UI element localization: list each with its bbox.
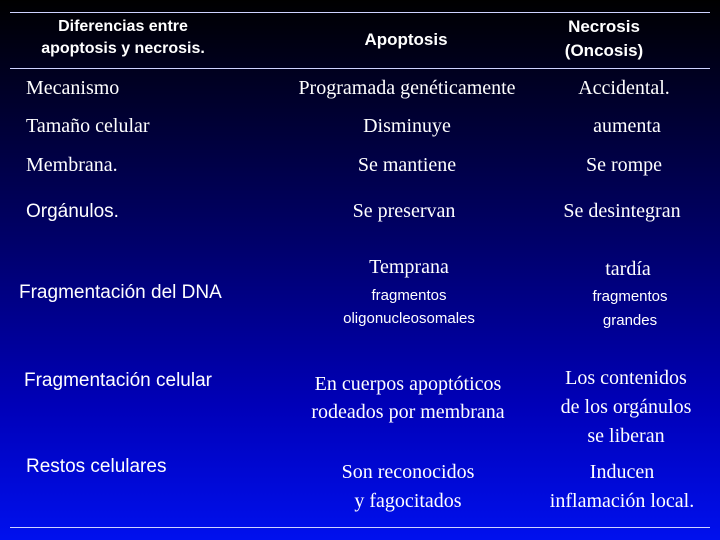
header-necrosis <box>565 15 643 63</box>
header-title-line1: Diferencias entre <box>58 18 188 35</box>
row-label-fragmentacion-dna: Fragmentación del DNA <box>19 282 222 303</box>
header-title-line2: apoptosis y necrosis. <box>41 40 205 57</box>
header-necrosis-line2: (Oncosis) <box>564 41 644 60</box>
row-label-organulos: Orgánulos. <box>26 201 119 222</box>
apoptosis-restos-line2: y fagocitados <box>354 490 462 512</box>
apoptosis-dna-main: Temprana <box>369 256 449 278</box>
row-label-fragmentacion-celular: Fragmentación celular <box>24 370 212 391</box>
apoptosis-dna-detail-line1: fragmentos <box>371 287 447 304</box>
header-necrosis-line1: Necrosis <box>568 17 640 36</box>
necrosis-fragmentacion-line2: de los orgánulos <box>560 396 692 418</box>
row-label-membrana: Membrana. <box>26 154 118 176</box>
necrosis-fragmentacion-celular <box>561 364 692 451</box>
necrosis-tamano-celular: aumenta <box>593 115 661 137</box>
necrosis-mecanismo: Accidental. <box>578 77 670 99</box>
necrosis-dna-detail <box>592 285 667 333</box>
header-rule <box>10 68 710 69</box>
apoptosis-restos-line1: Son reconocidos <box>341 461 475 483</box>
apoptosis-mecanismo: Programada genéticamente <box>298 77 516 99</box>
necrosis-fragmentacion-line1: Los contenidos <box>565 367 687 389</box>
apoptosis-organulos: Se preservan <box>352 200 456 222</box>
apoptosis-fragmentacion-line2: rodeados por membrana <box>311 401 505 423</box>
row-label-mecanismo: Mecanismo <box>26 77 120 99</box>
apoptosis-tamano-celular: Disminuye <box>363 115 451 137</box>
apoptosis-restos <box>342 458 475 516</box>
bottom-rule <box>10 527 710 528</box>
apoptosis-dna-detail-line2: oligonucleosomales <box>343 310 475 327</box>
necrosis-dna-detail-line1: fragmentos <box>592 288 668 305</box>
apoptosis-membrana: Se mantiene <box>357 154 457 176</box>
necrosis-fragmentacion-line3: se liberan <box>587 425 665 447</box>
row-label-tamano-celular: Tamaño celular <box>26 115 150 137</box>
necrosis-dna-detail-line2: grandes <box>602 312 658 329</box>
header-apoptosis: Apoptosis <box>364 30 448 49</box>
row-label-restos-celulares: Restos celulares <box>26 456 167 477</box>
necrosis-organulos: Se desintegran <box>563 200 681 222</box>
apoptosis-dna-detail <box>343 284 475 330</box>
header-title <box>41 16 205 60</box>
necrosis-dna-main: tardía <box>605 258 651 280</box>
necrosis-restos <box>550 458 694 516</box>
apoptosis-fragmentacion-celular <box>311 370 504 426</box>
necrosis-membrana: Se rompe <box>585 154 663 176</box>
necrosis-restos-line2: inflamación local. <box>549 490 695 512</box>
necrosis-restos-line1: Inducen <box>589 461 655 483</box>
apoptosis-fragmentacion-line1: En cuerpos apoptóticos <box>314 373 502 395</box>
top-rule <box>10 12 710 13</box>
